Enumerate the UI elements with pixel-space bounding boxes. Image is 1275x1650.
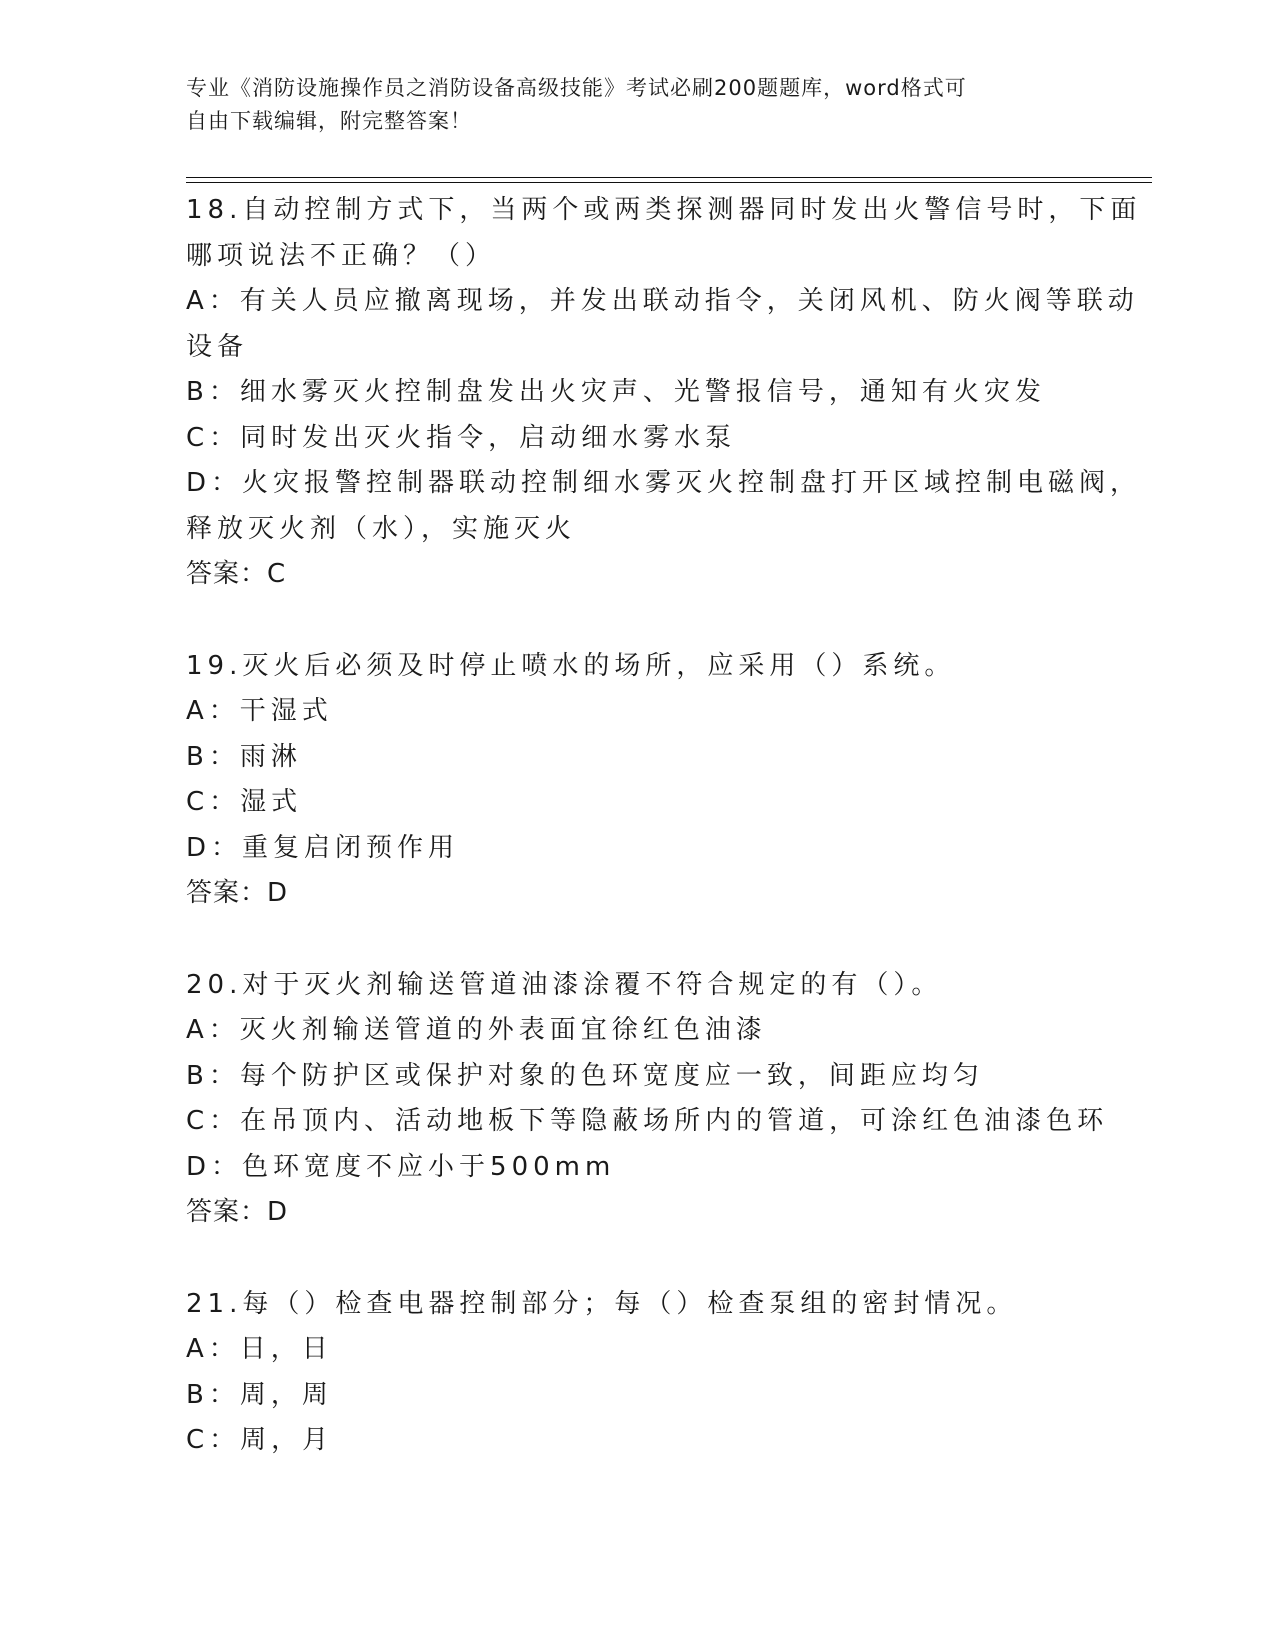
option-b: B：细水雾灭火控制盘发出火灾声、光警报信号，通知有火灾发 (186, 377, 1046, 407)
question-stem: 哪项说法不正确？（） (186, 240, 497, 271)
header-line-1: 专业《消防设施操作员之消防设备高级技能》考试必刷200题题库，word格式可 (186, 76, 967, 100)
option-b: B：每个防护区或保护对象的色环宽度应一致，间距应均匀 (186, 1060, 984, 1091)
question-list (186, 188, 1142, 1464)
question-block (186, 1282, 1086, 1464)
option-d: D：重复启闭预作用 (186, 832, 460, 863)
question-block (186, 963, 1109, 1236)
question-stem: 18.自动控制方式下，当两个或两类探测器同时发出火警信号时，下面 (186, 195, 1142, 225)
option-d: 释放灭火剂（水），实施灭火 (186, 513, 577, 544)
question-stem: 19.灭火后必须及时停止喷水的场所，应采用（）系统。 (186, 650, 956, 681)
question-block (186, 644, 1086, 917)
option-c: C：同时发出灭火指令，启动细水雾水泵 (186, 422, 737, 453)
option-b: B：周，周 (186, 1379, 333, 1410)
header-rule-top (186, 177, 1152, 178)
option-a: 设备 (186, 331, 249, 362)
header-rule-bottom (186, 182, 1152, 183)
option-c: C：湿式 (186, 787, 303, 817)
option-b: B：雨淋 (186, 741, 302, 772)
question-stem: 21.每（）检查电器控制部分；每（）检查泵组的密封情况。 (186, 1288, 1018, 1319)
option-c: C：周，月 (186, 1425, 334, 1455)
answer-label: 答案：D (186, 1197, 289, 1227)
document-header (186, 72, 1066, 138)
option-c: C：在吊顶内、活动地板下等隐蔽场所内的管道，可涂红色油漆色环 (186, 1106, 1109, 1136)
header-line-2: 自由下载编辑，附完整答案！ (186, 109, 472, 133)
question-stem: 20.对于灭火剂输送管道油漆涂覆不符合规定的有（）。 (186, 969, 943, 1000)
option-a: A：有关人员应撤离现场，并发出联动指令，关闭风机、防火阀等联动 (186, 286, 1139, 316)
answer-label: 答案：D (186, 878, 289, 908)
option-a: A：干湿式 (186, 696, 333, 726)
option-a: A：灭火剂输送管道的外表面宜徐红色油漆 (186, 1015, 767, 1045)
answer-label: 答案：C (186, 559, 287, 589)
option-d: D：火灾报警控制器联动控制细水雾灭火控制盘打开区域控制电磁阀， (186, 468, 1142, 498)
option-a: A：日，日 (186, 1334, 333, 1364)
question-block (186, 188, 1142, 598)
option-d: D：色环宽度不应小于500mm (186, 1151, 616, 1182)
